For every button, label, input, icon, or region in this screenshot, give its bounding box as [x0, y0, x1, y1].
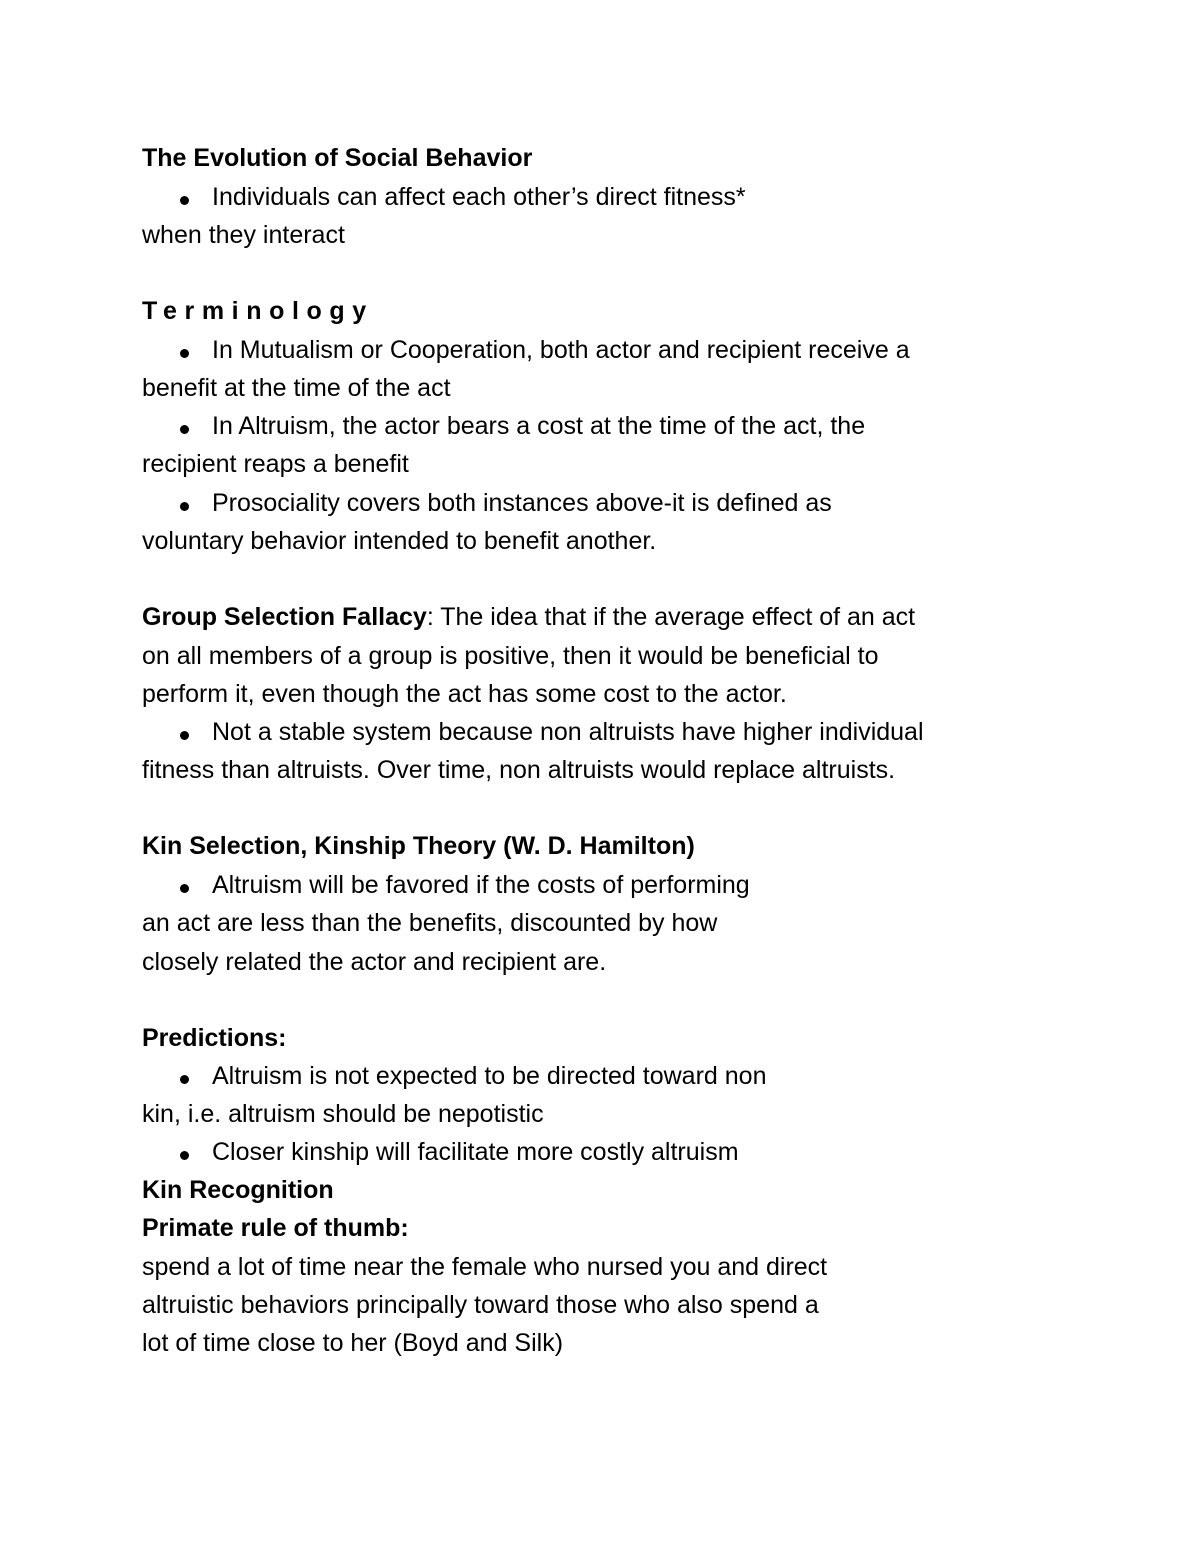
terminology-mutualism-continuation: benefit at the time of the act	[142, 374, 451, 402]
terminology-mutualism-line: In Mutualism or Cooperation, both actor and recipient receive a	[212, 336, 910, 364]
bullet-dot-icon	[180, 425, 189, 434]
bullet-dot-icon	[180, 502, 189, 511]
group-selection-paragraph-line	[142, 602, 915, 632]
group-selection-paragraph-line: perform it, even though the act has some cost to the actor.	[142, 680, 787, 708]
predictions-bullet-line: Closer kinship will facilitate more costly altruism	[212, 1138, 739, 1166]
group-selection-bullet-continuation: fitness than altruists. Over time, non altruists would replace altruists.	[142, 756, 896, 784]
terminology-altruism-line: In Altruism, the actor bears a cost at the time of the act, the	[212, 412, 866, 440]
evolution-bullet-continuation: when they interact	[142, 221, 345, 249]
bullet-dot-icon	[180, 1075, 189, 1084]
heading-primate-rule-of-thumb: Primate rule of thumb:	[142, 1214, 409, 1242]
primate-rule-line: spend a lot of time near the female who nursed you and direct	[142, 1253, 828, 1281]
kin-selection-bullet-continuation: closely related the actor and recipient are.	[142, 948, 607, 976]
group-selection-term: Group Selection Fallacy	[142, 603, 427, 631]
bullet-dot-icon	[180, 1151, 189, 1160]
terminology-prosociality-line: Prosociality covers both instances above-it is defined as	[212, 489, 832, 517]
kin-selection-bullet-line: Altruism will be favored if the costs of performing	[212, 871, 750, 899]
group-selection-paragraph-line: on all members of a group is positive, then it would be beneficial to	[142, 642, 879, 670]
bullet-dot-icon	[180, 349, 189, 358]
group-selection-definition: : The idea that if the average effect of an act	[426, 603, 916, 631]
group-selection-bullet-line: Not a stable system because non altruists have higher individual	[212, 718, 924, 746]
primate-rule-line: altruistic behaviors principally toward those who also spend a	[142, 1291, 819, 1319]
predictions-bullet-continuation: kin, i.e. altruism should be nepotistic	[142, 1100, 544, 1128]
heading-kin-selection: Kin Selection, Kinship Theory (W. D. Hamilton)	[142, 832, 695, 860]
kin-selection-bullet-continuation: an act are less than the benefits, discounted by how	[142, 909, 718, 937]
primate-rule-line: lot of time close to her (Boyd and Silk)	[142, 1329, 564, 1357]
bullet-dot-icon	[180, 884, 189, 893]
evolution-bullet-line: Individuals can affect each other’s direct fitness*	[212, 183, 746, 211]
terminology-prosociality-continuation: voluntary behavior intended to benefit another.	[142, 527, 657, 555]
heading-evolution-of-social-behavior: The Evolution of Social Behavior	[142, 144, 533, 172]
terminology-altruism-continuation: recipient reaps a benefit	[142, 450, 409, 478]
heading-predictions: Predictions:	[142, 1024, 287, 1052]
bullet-dot-icon	[180, 731, 189, 740]
predictions-bullet-line: Altruism is not expected to be directed toward non	[212, 1062, 767, 1090]
heading-terminology: Terminology	[142, 297, 374, 325]
heading-kin-recognition: Kin Recognition	[142, 1176, 334, 1204]
bullet-dot-icon	[180, 196, 189, 205]
